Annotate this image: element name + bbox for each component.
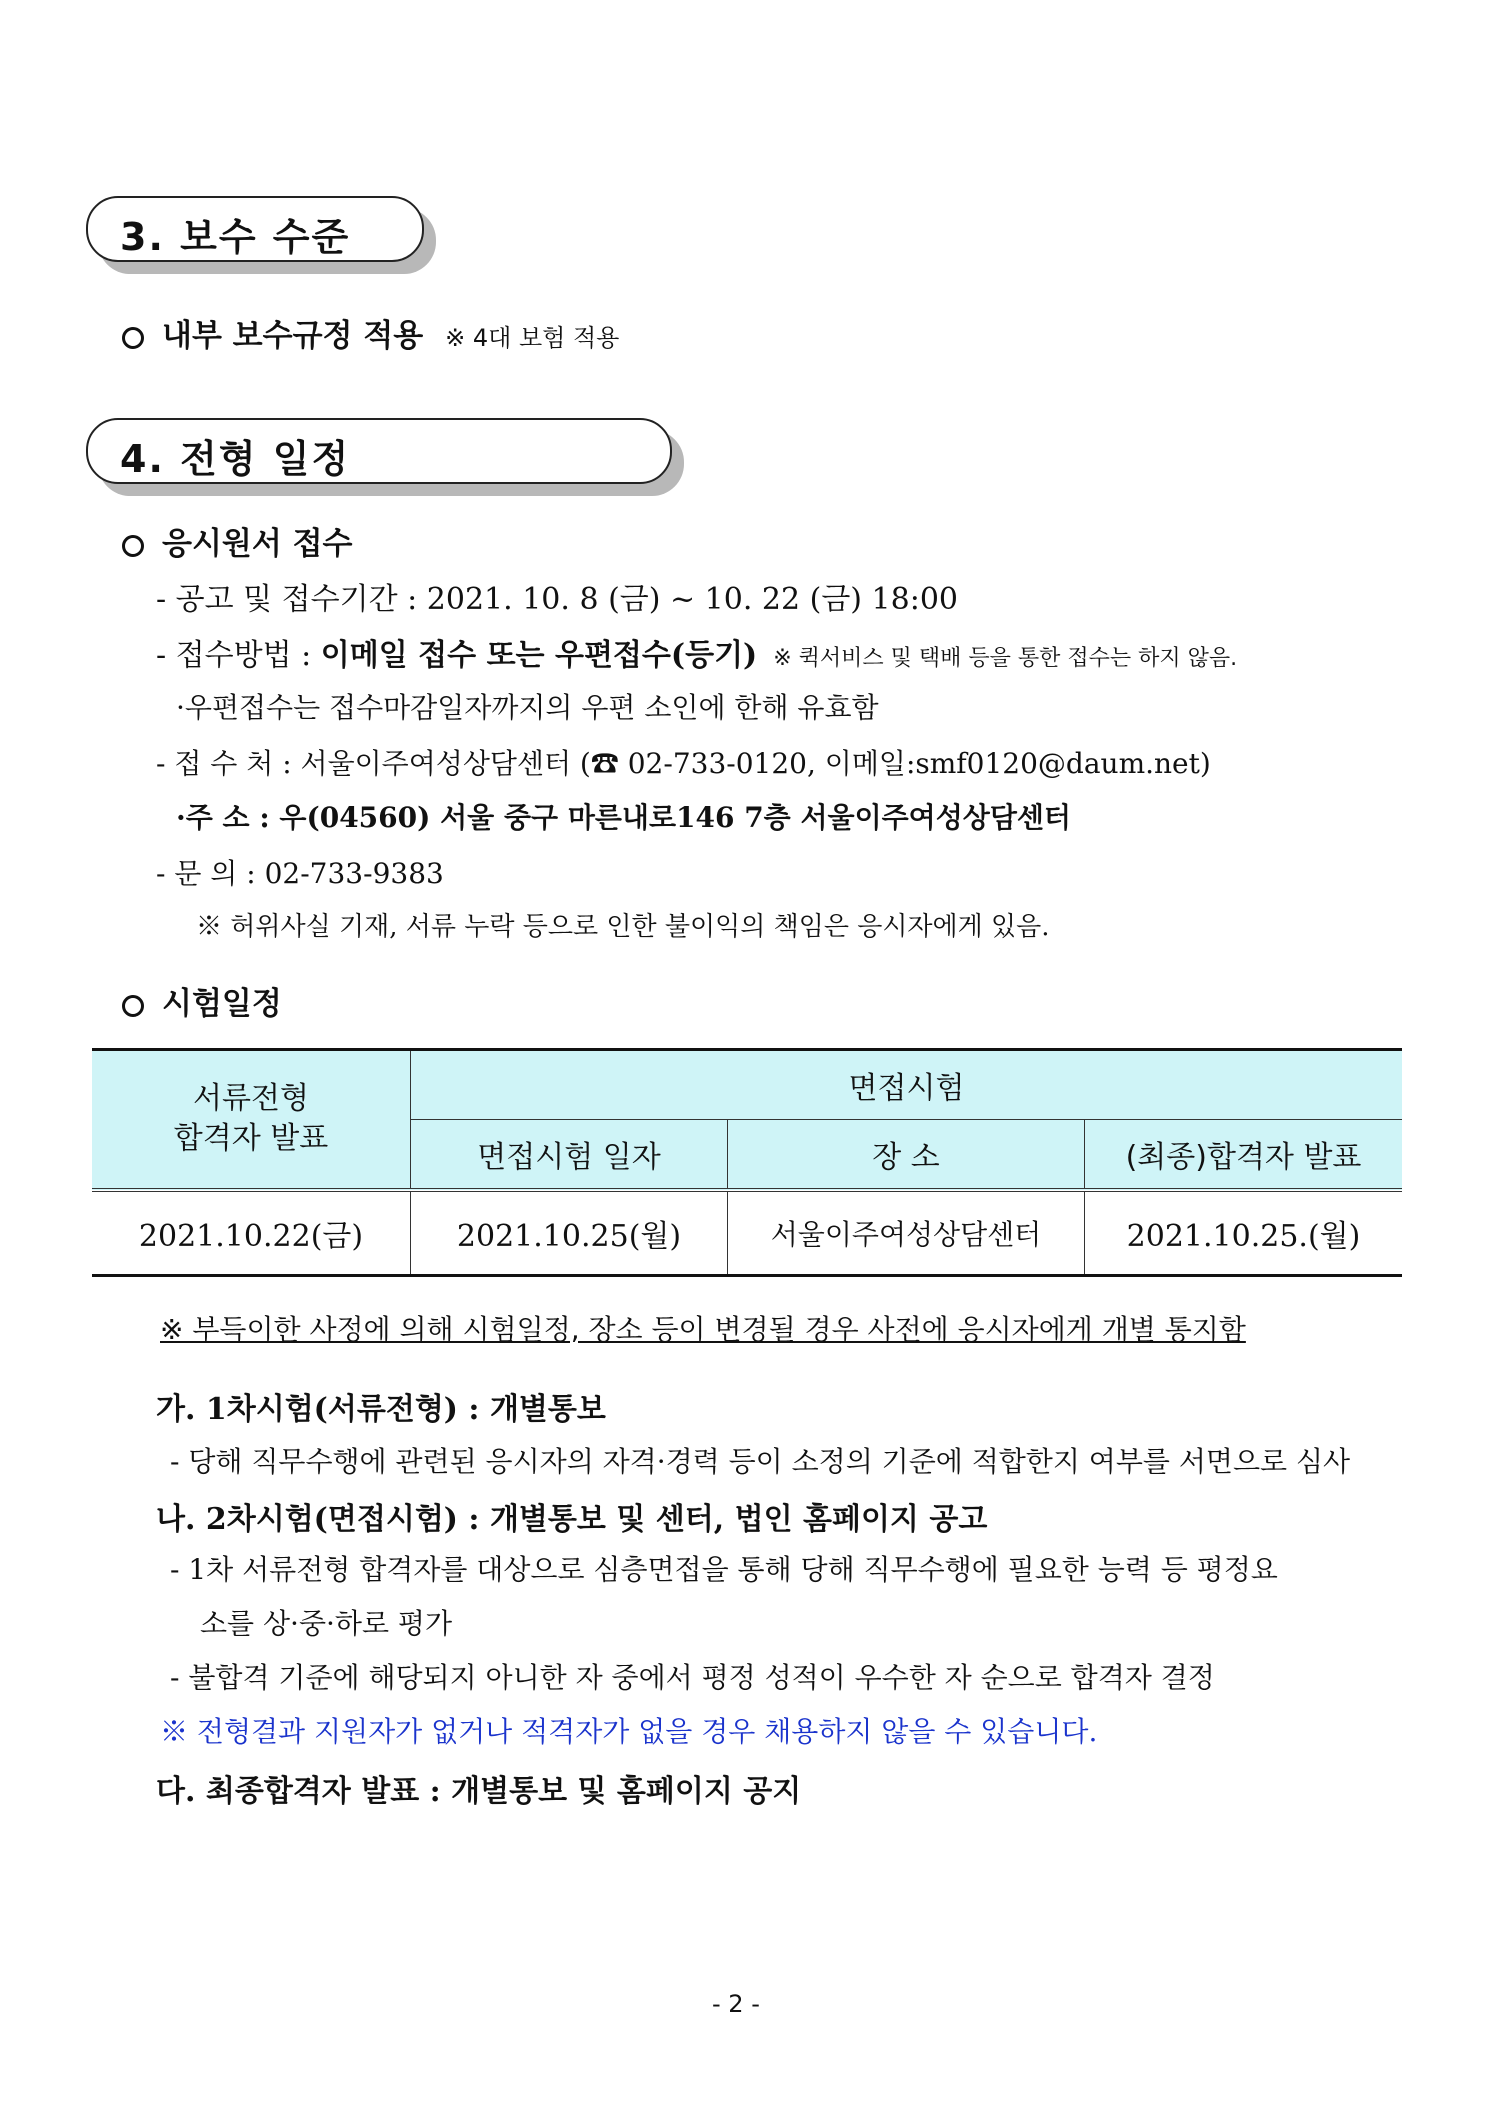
- section-3-title: 3. 보수 수준: [120, 215, 351, 259]
- header-document-result: [92, 1050, 411, 1190]
- method-prefix: - 접수방법 :: [156, 638, 321, 673]
- exam-heading: [122, 978, 282, 1023]
- hiring-notice: ※ 전형결과 지원자가 없거나 적격자가 없을 경우 채용하지 않을 수 있습니다.: [160, 1715, 1098, 1748]
- header-location: 장 소: [728, 1120, 1085, 1190]
- method-note: ※ 퀵서비스 및 택배 등을 통한 접수는 하지 않음.: [773, 646, 1238, 671]
- header-interview-date: 면접시험 일자: [411, 1120, 728, 1190]
- schedule-change-note: ※ 부득이한 사정에 의해 시험일정, 장소 등이 변경될 경우 사전에 응시자에게 개별 통지함: [160, 1313, 1246, 1346]
- circle-bullet-icon: [122, 327, 144, 349]
- cell-document-result-date: 2021.10.22(금): [92, 1190, 411, 1276]
- cell-location: 서울이주여성상담센터: [728, 1190, 1085, 1276]
- postal-note: ·우편접수는 접수마감일자까지의 우편 소인에 한해 유효함: [176, 691, 879, 724]
- application-office: - 접 수 처 : 서울이주여성상담센터 (☎ 02-733-0120, 이메일:smf0120@daum.net): [156, 747, 1211, 780]
- circle-bullet-icon: [122, 995, 144, 1017]
- header-document-result-line2: 합격자 발표: [173, 1121, 329, 1157]
- section-4-heading: [86, 418, 672, 484]
- header-document-result-line1: 서류전형: [193, 1081, 309, 1117]
- pay-main: 내부 보수규정 적용: [162, 318, 424, 354]
- exam-schedule-table: [92, 1048, 1402, 1277]
- section-3-heading: [86, 196, 424, 262]
- stage-ga-desc: - 당해 직무수행에 관련된 응시자의 자격·경력 등이 소정의 기준에 적합한지 여부를 서면으로 심사: [170, 1445, 1351, 1478]
- application-address: ·주 소 : 우(04560) 서울 중구 마른내로146 7층 서울이주여성상담센터: [176, 801, 1071, 834]
- method-bold: 이메일 접수 또는 우편접수(등기): [320, 638, 758, 673]
- application-inquiry: - 문 의 : 02-733-9383: [156, 857, 444, 890]
- page-number: - 2 -: [712, 1990, 760, 2018]
- header-final-result: (최종)합격자 발표: [1085, 1120, 1403, 1190]
- pay-note: ※ 4대 보험 적용: [445, 324, 620, 352]
- stage-na-title: 나. 2차시험(면접시험) : 개별통보 및 센터, 법인 홈페이지 공고: [156, 1502, 988, 1537]
- application-heading: [122, 518, 352, 563]
- cell-final-result-date: 2021.10.25.(월): [1085, 1190, 1403, 1276]
- stage-na-desc2: - 불합격 기준에 해당되지 아니한 자 중에서 평정 성적이 우수한 자 순으로 합격자 결정: [170, 1661, 1215, 1694]
- stage-na-desc1: - 1차 서류전형 합격자를 대상으로 심층면접을 통해 당해 직무수행에 필요한 능력 등 평정요: [170, 1553, 1278, 1586]
- section-4-title: 4. 전형 일정: [120, 437, 351, 481]
- stage-na-desc1b: 소를 상·중·하로 평가: [200, 1607, 452, 1640]
- exam-heading-text: 시험일정: [162, 986, 282, 1022]
- circle-bullet-icon: [122, 535, 144, 557]
- stage-ga-title: 가. 1차시험(서류전형) : 개별통보: [156, 1392, 606, 1427]
- pay-line: [122, 310, 619, 355]
- application-method: [156, 630, 1237, 674]
- application-period: - 공고 및 접수기간 : 2021. 10. 8 (금) ~ 10. 22 (금) 18:00: [156, 582, 959, 617]
- application-heading-text: 응시원서 접수: [162, 526, 353, 562]
- cell-interview-date: 2021.10.25(월): [411, 1190, 728, 1276]
- false-info-note: ※ 허위사실 기재, 서류 누락 등으로 인한 불이익의 책임은 응시자에게 있음.: [196, 912, 1050, 942]
- header-interview-group: 면접시험: [411, 1050, 1403, 1120]
- stage-da-title: 다. 최종합격자 발표 : 개별통보 및 홈페이지 공지: [156, 1774, 802, 1809]
